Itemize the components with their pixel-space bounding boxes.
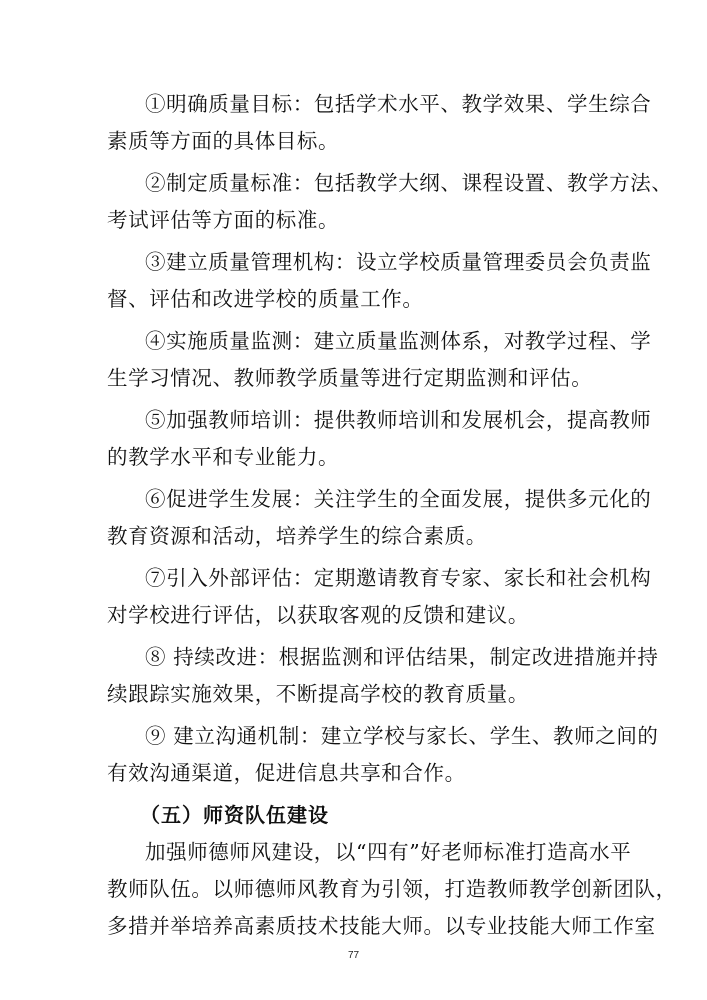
paragraph-line-3: 多措并举培养高素质技术技能大师。以专业技能大师工作室 — [107, 914, 656, 938]
item-9-line-2: 有效沟通渠道，促进信息共享和合作。 — [107, 761, 466, 785]
item-8-line-1: ⑧ 持续改进：根据监测和评估结果，制定改进措施并持 — [145, 645, 659, 669]
section-heading: （五）师资队伍建设 — [140, 803, 329, 827]
page-number: 77 — [347, 950, 360, 961]
item-3-line-1: ③建立质量管理机构：设立学校质量管理委员会负责监 — [145, 250, 652, 274]
item-5-line-1: ⑤加强教师培训：提供教师培训和发展机会，提高教师 — [145, 408, 652, 432]
item-1-line-2: 素质等方面的具体目标。 — [107, 129, 340, 153]
item-8-line-2: 续跟踪实施效果，不断提高学校的教育质量。 — [107, 682, 529, 706]
item-4-line-1: ④实施质量监测：建立质量监测体系，对教学过程、学 — [145, 329, 652, 353]
item-7-line-1: ⑦引入外部评估：定期邀请教育专家、家长和社会机构 — [145, 566, 652, 590]
item-1-line-1: ①明确质量目标：包括学术水平、教学效果、学生综合 — [145, 92, 652, 116]
item-9-line-1: ⑨ 建立沟通机制：建立学校与家长、学生、教师之间的 — [145, 724, 659, 748]
item-6-line-1: ⑥促进学生发展：关注学生的全面发展，提供多元化的 — [145, 487, 652, 511]
paragraph-line-2: 教师队伍。以师德师风教育为引领，打造教师教学创新团队， — [107, 877, 677, 901]
item-2-line-2: 考试评估等方面的标准。 — [107, 208, 340, 232]
item-2-line-1: ②制定质量标准：包括教学大纲、课程设置、教学方法、 — [145, 171, 673, 195]
item-5-line-2: 的教学水平和专业能力。 — [107, 445, 340, 469]
item-7-line-2: 对学校进行评估，以获取客观的反馈和建议。 — [107, 603, 529, 627]
item-4-line-2: 生学习情况、教师教学质量等进行定期监测和评估。 — [107, 366, 593, 390]
item-6-line-2: 教育资源和活动，培养学生的综合素质。 — [107, 524, 487, 548]
item-3-line-2: 督、评估和改进学校的质量工作。 — [107, 287, 424, 311]
paragraph-line-1: 加强师德师风建设，以“四有”好老师标准打造高水平 — [145, 840, 632, 864]
